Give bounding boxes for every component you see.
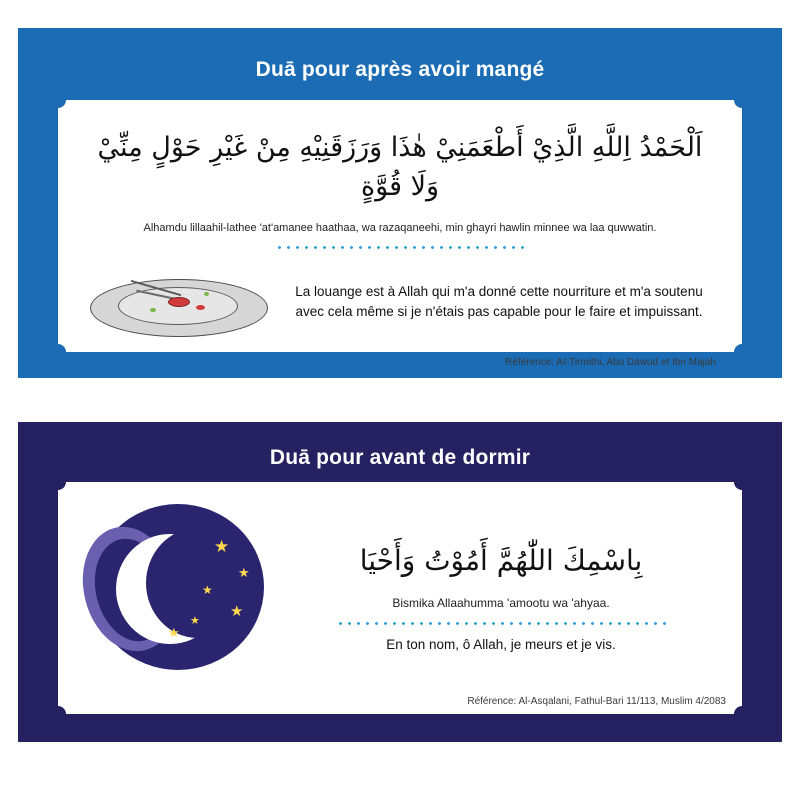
dotted-divider (275, 246, 525, 249)
star-icon: ★ (168, 625, 180, 640)
transliteration-text: Alhamdu lillaahil-lathee 'at'amanee haathaa, wa razaqaneehi, min ghayri hawlin minnee wa laa quwwatin. (143, 222, 657, 235)
star-icon: ★ (202, 583, 213, 597)
star-icon: ★ (238, 565, 250, 580)
arabic-text: بِاسْمِكَ اللّٰهُمَّ أَمُوْتُ وَأَحْيَا (359, 544, 643, 577)
corner-notch-bottom-right (734, 706, 750, 722)
dua-card-before-sleeping (18, 422, 782, 742)
transliteration-text: Bismika Allaahumma 'amootu wa 'ahyaa. (392, 596, 610, 610)
reference-text: Référence: Al-Asqalani, Fathul-Bari 11/113, Muslim 4/2083 (467, 696, 726, 707)
card-inner-panel (58, 482, 742, 714)
translation-text: La louange est à Allah qui m'a donné cette nourriture et m'a soutenu avec cela même si je n'étais pas capable pour le faire et impuissant. (295, 284, 703, 320)
dua-card-after-eating (18, 28, 782, 378)
dotted-divider (336, 622, 666, 625)
corner-notch-bottom-right (734, 344, 750, 360)
text-column (278, 522, 718, 652)
star-icon: ★ (230, 603, 244, 620)
card-body (58, 482, 742, 676)
corner-notch-top-left (50, 92, 66, 108)
crescent-moon-and-stars-icon (82, 498, 278, 676)
corner-notch-bottom-left (50, 344, 66, 360)
translation-text: En ton nom, ô Allah, je meurs et je vis. (386, 637, 616, 652)
corner-notch-top-left (50, 474, 66, 490)
reference-text: Référence: At-Tirmithi, Abu Dawud et Ibn Majah (505, 357, 716, 369)
card-inner-panel (58, 100, 742, 369)
star-icon: ★ (214, 537, 230, 556)
star-icon: ★ (190, 615, 200, 627)
arabic-text: اَلْحَمْدُ اِللَّهِ الَّذِيْ أَطْعَمَنِيْ هٰذَا وَرَزَقَنِيْهِ مِنْ غَيْرِ حَوْلٍ مِنِّيْ وَلَا قُوَّةٍ (97, 132, 703, 203)
empty-plate-with-fork-icon (84, 261, 274, 343)
card-title: Duā pour avant de dormir (269, 446, 531, 469)
card-title: Duā pour après avoir mangé (255, 58, 545, 81)
card-body (58, 261, 742, 343)
corner-notch-top-right (734, 92, 750, 108)
corner-notch-bottom-left (50, 706, 66, 722)
corner-notch-top-right (734, 474, 750, 490)
